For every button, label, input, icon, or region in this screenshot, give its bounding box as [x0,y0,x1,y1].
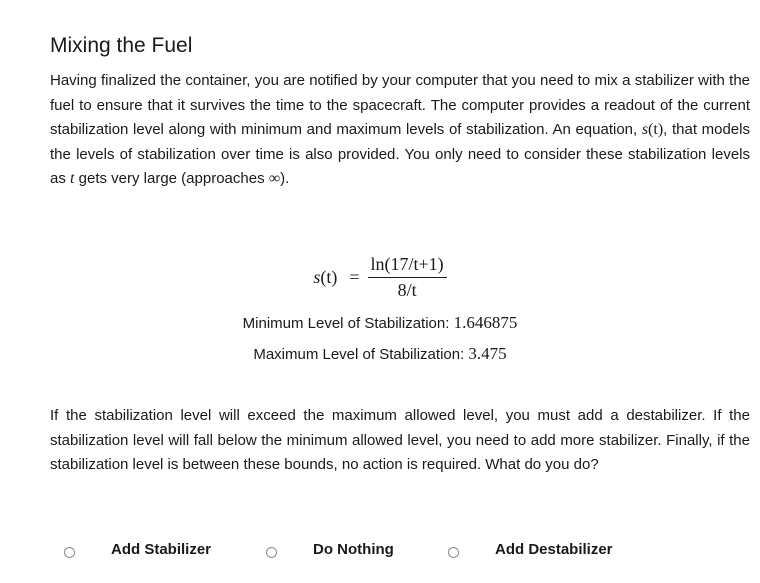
min-stabilization-readout [0,313,760,333]
equation-lhs [313,267,337,288]
question-paragraph: If the stabilization level will exceed the maximum allowed level, you must add a destabilizer. If the stabilization level will fall below the minimum allowed level, you need to add more stabilizer. Finally, if the stabilization level is between these bounds, no action is required. What do you do? [50,407,750,473]
option-add-stabilizer[interactable] [64,537,211,561]
equation-fraction [368,254,447,301]
radio-button[interactable] [448,547,459,558]
option-label: Add Stabilizer [111,540,212,558]
min-value: 1.646875 [453,313,518,332]
min-label: Minimum Level of Stabilization: [242,315,454,332]
option-add-destabilizer[interactable] [448,537,613,561]
intro-text-1: Having finalized the container, you are notified by your computer that you need to mix a stabilizer with the fuel to ensure that it survives the time to the spacecraft. The computer provides a readout of the current stabilization level along with minimum and maximum levels of stabilization. An equation, [50,72,750,138]
max-value: 3.475 [468,344,507,363]
radio-button[interactable] [64,547,75,558]
radio-button[interactable] [266,547,277,558]
equation-denominator: 8/t [397,280,417,300]
option-label: Add Destabilizer [495,540,613,558]
max-label: Maximum Level of Stabilization: [253,346,469,363]
option-label: Do Nothing [313,540,394,558]
page-title: Mixing the Fuel [50,34,193,57]
intro-paragraph [50,69,750,192]
option-do-nothing[interactable] [266,537,394,561]
infinity-symbol: ∞ [268,170,281,187]
answer-options [0,537,760,561]
intro-text-4: ). [280,170,290,187]
equation-func: s [313,267,321,287]
inline-math-t: t [70,170,75,187]
intro-text-2: , that models the levels of stabilization over time is also provided. You only need to consider these stabilization levels as [50,121,750,187]
inline-math-s-arg: (t) [648,121,664,138]
intro-text-3: gets very large (approaches [74,170,269,187]
equation-arg: (t) [320,267,338,287]
equation-numerator: ln(17/t+1) [368,254,447,278]
inline-math-s: s [641,121,649,138]
max-stabilization-readout [0,344,760,364]
equation-equals: = [349,267,360,287]
stabilization-equation [0,254,760,301]
